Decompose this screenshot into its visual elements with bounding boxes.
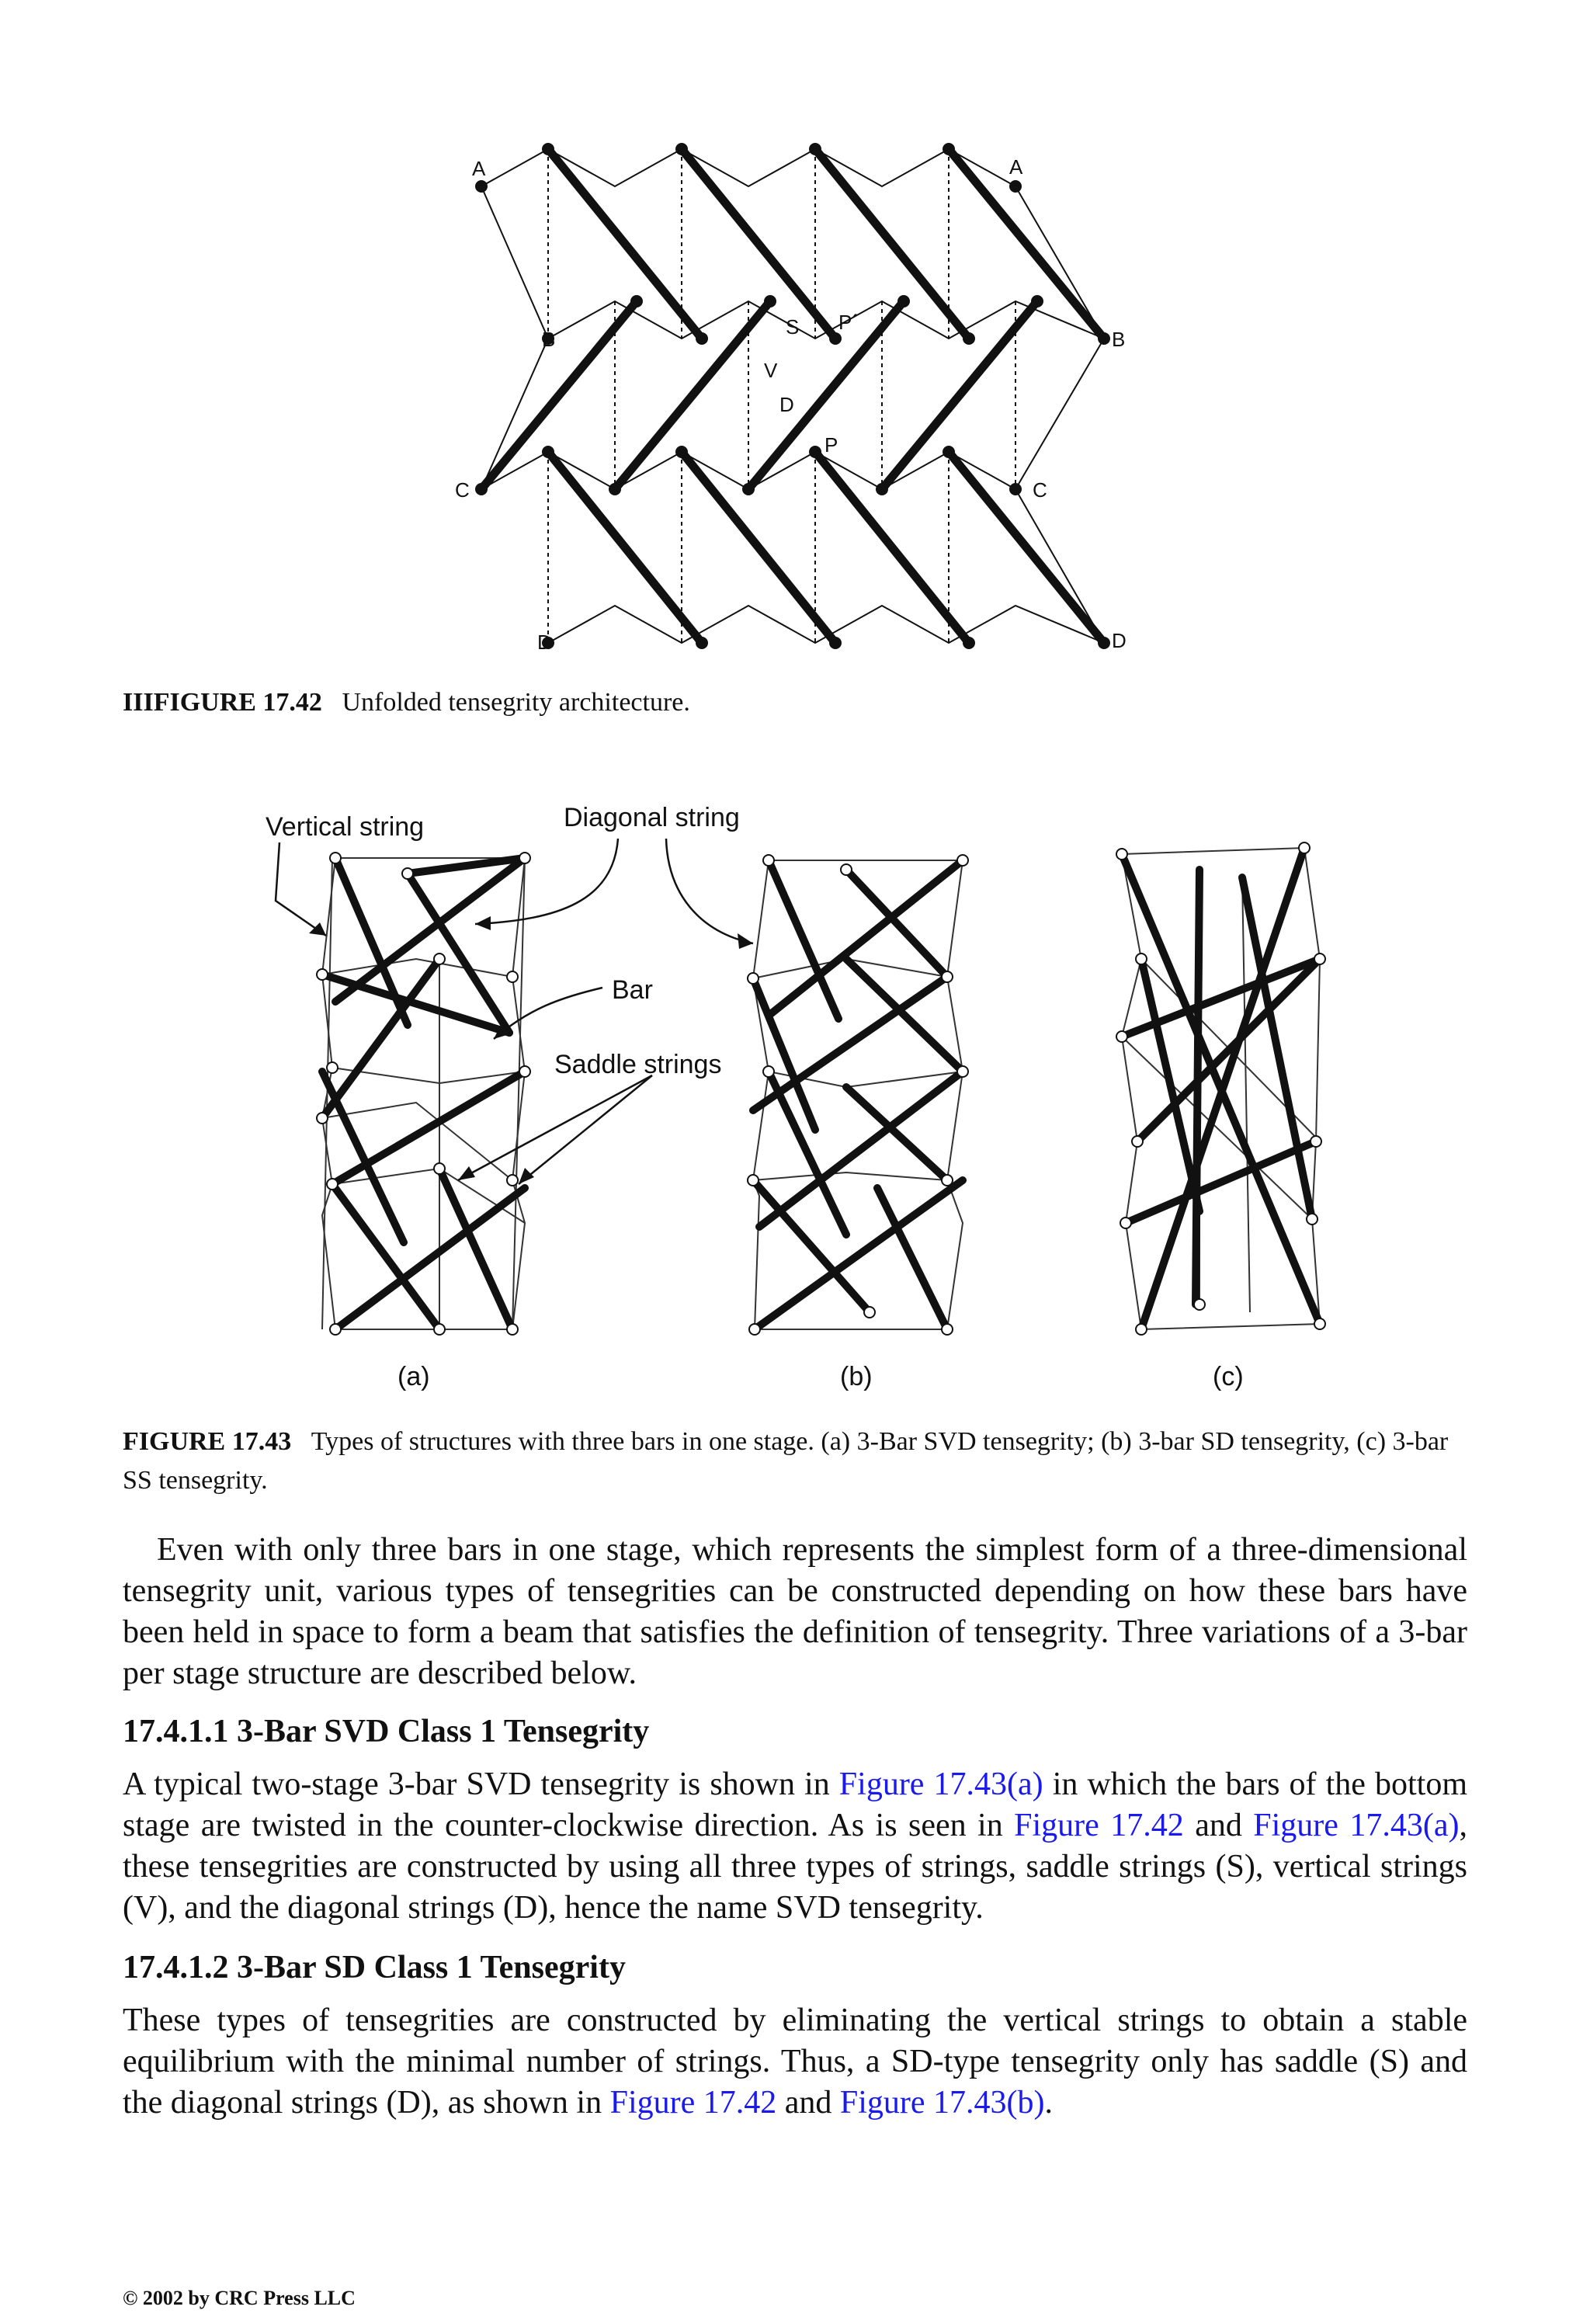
section-17-4-1-1-paragraph bbox=[123, 1764, 1467, 1929]
figure-17-42-label: IIIFIGURE 17.42 bbox=[123, 688, 322, 717]
annotation-vertical-string: Vertical string bbox=[266, 812, 425, 842]
figure-17-43a-link[interactable]: Figure 17.43(a) bbox=[1253, 1808, 1460, 1843]
figure-17-42-text: Unfolded tensegrity architecture. bbox=[342, 688, 690, 717]
point-label-s: S bbox=[786, 315, 800, 339]
paragraph-text: A typical two-stage 3-bar SVD tensegrity is shown in bbox=[123, 1766, 839, 1802]
figure-17-43b-link[interactable]: Figure 17.43(b) bbox=[839, 2085, 1045, 2121]
figure-17-43-caption bbox=[123, 1423, 1467, 1500]
panel-label-a: (a) bbox=[398, 1362, 430, 1391]
point-label-d-center: D bbox=[779, 393, 794, 416]
point-label-d-left: D bbox=[537, 631, 552, 654]
annotation-diagonal-string: Diagonal string bbox=[564, 803, 740, 832]
paragraph-text: and bbox=[776, 2085, 840, 2121]
paragraph-text: and bbox=[1183, 1808, 1254, 1843]
section-heading-17-4-1-2: 17.4.1.2 3-Bar SD Class 1 Tensegrity bbox=[123, 1950, 626, 1985]
annotation-saddle-strings: Saddle strings bbox=[554, 1050, 722, 1079]
paragraph-text: . bbox=[1044, 2085, 1054, 2121]
figure-17-43-diagram bbox=[0, 776, 1590, 1413]
figure-17-43a-link[interactable]: Figure 17.43(a) bbox=[838, 1766, 1043, 1802]
figure-17-43-text: Types of structures with three bars in one stage. (a) 3-Bar SVD tensegrity; (b) 3-bar SD tensegrity, (c) 3-bar SS tensegrity. bbox=[123, 1427, 1449, 1495]
point-label-p: P bbox=[825, 433, 838, 457]
point-label-d-right: D bbox=[1112, 629, 1127, 652]
point-label-v: V bbox=[764, 359, 778, 382]
paragraph-text: These types of tensegrities are constructed by eliminating the vertical strings to obtain a stable equilibrium with the minimal number of strings. Thus, a SD-type tensegrity only has saddle (S) and the diagonal strings (D), as shown in bbox=[123, 2003, 1467, 2121]
figure-17-42-diagram bbox=[0, 0, 1590, 668]
figure-17-42-caption bbox=[123, 683, 1467, 722]
copyright-footer: © 2002 by CRC Press LLC bbox=[123, 2287, 356, 2309]
figure-17-42-link[interactable]: Figure 17.42 bbox=[609, 2085, 777, 2121]
section-17-4-1-2-paragraph bbox=[123, 2000, 1467, 2124]
point-label-c-right: C bbox=[1033, 478, 1047, 502]
point-label-c-left: C bbox=[455, 478, 470, 502]
paragraph-text: in which the bars of the bottom stage are twisted in the counter-clockwise direction. As is seen in bbox=[123, 1766, 1467, 1843]
panel-label-b: (b) bbox=[840, 1362, 873, 1391]
panel-label-c: (c) bbox=[1213, 1362, 1244, 1391]
point-label-b-left: B bbox=[542, 328, 556, 351]
point-label-p-prime: P´ bbox=[838, 311, 859, 334]
figure-17-43-label: FIGURE 17.43 bbox=[123, 1427, 292, 1456]
figure-17-42-link[interactable]: Figure 17.42 bbox=[1014, 1808, 1184, 1843]
point-label-a-left: A bbox=[472, 157, 486, 180]
section-heading-17-4-1-1: 17.4.1.1 3-Bar SVD Class 1 Tensegrity bbox=[123, 1714, 650, 1749]
annotation-bar: Bar bbox=[612, 975, 653, 1005]
point-label-b-right: B bbox=[1112, 328, 1126, 351]
paragraph-text: , these tensegrities are constructed by using all three types of strings, saddle strings (S), vertical strings (V), and the diagonal strings (D), hence the name SVD tensegrity. bbox=[123, 1808, 1467, 1926]
intro-paragraph: Even with only three bars in one stage, which represents the simplest form of a three-dimensional tensegrity unit, various types of tensegrities can be constructed depending on how these bars have been held in space to form a beam that satisfies the definition of tensegrity. Three variations of a 3-bar per stage structure are described below. bbox=[123, 1532, 1467, 1691]
point-label-a-right: A bbox=[1009, 155, 1023, 179]
